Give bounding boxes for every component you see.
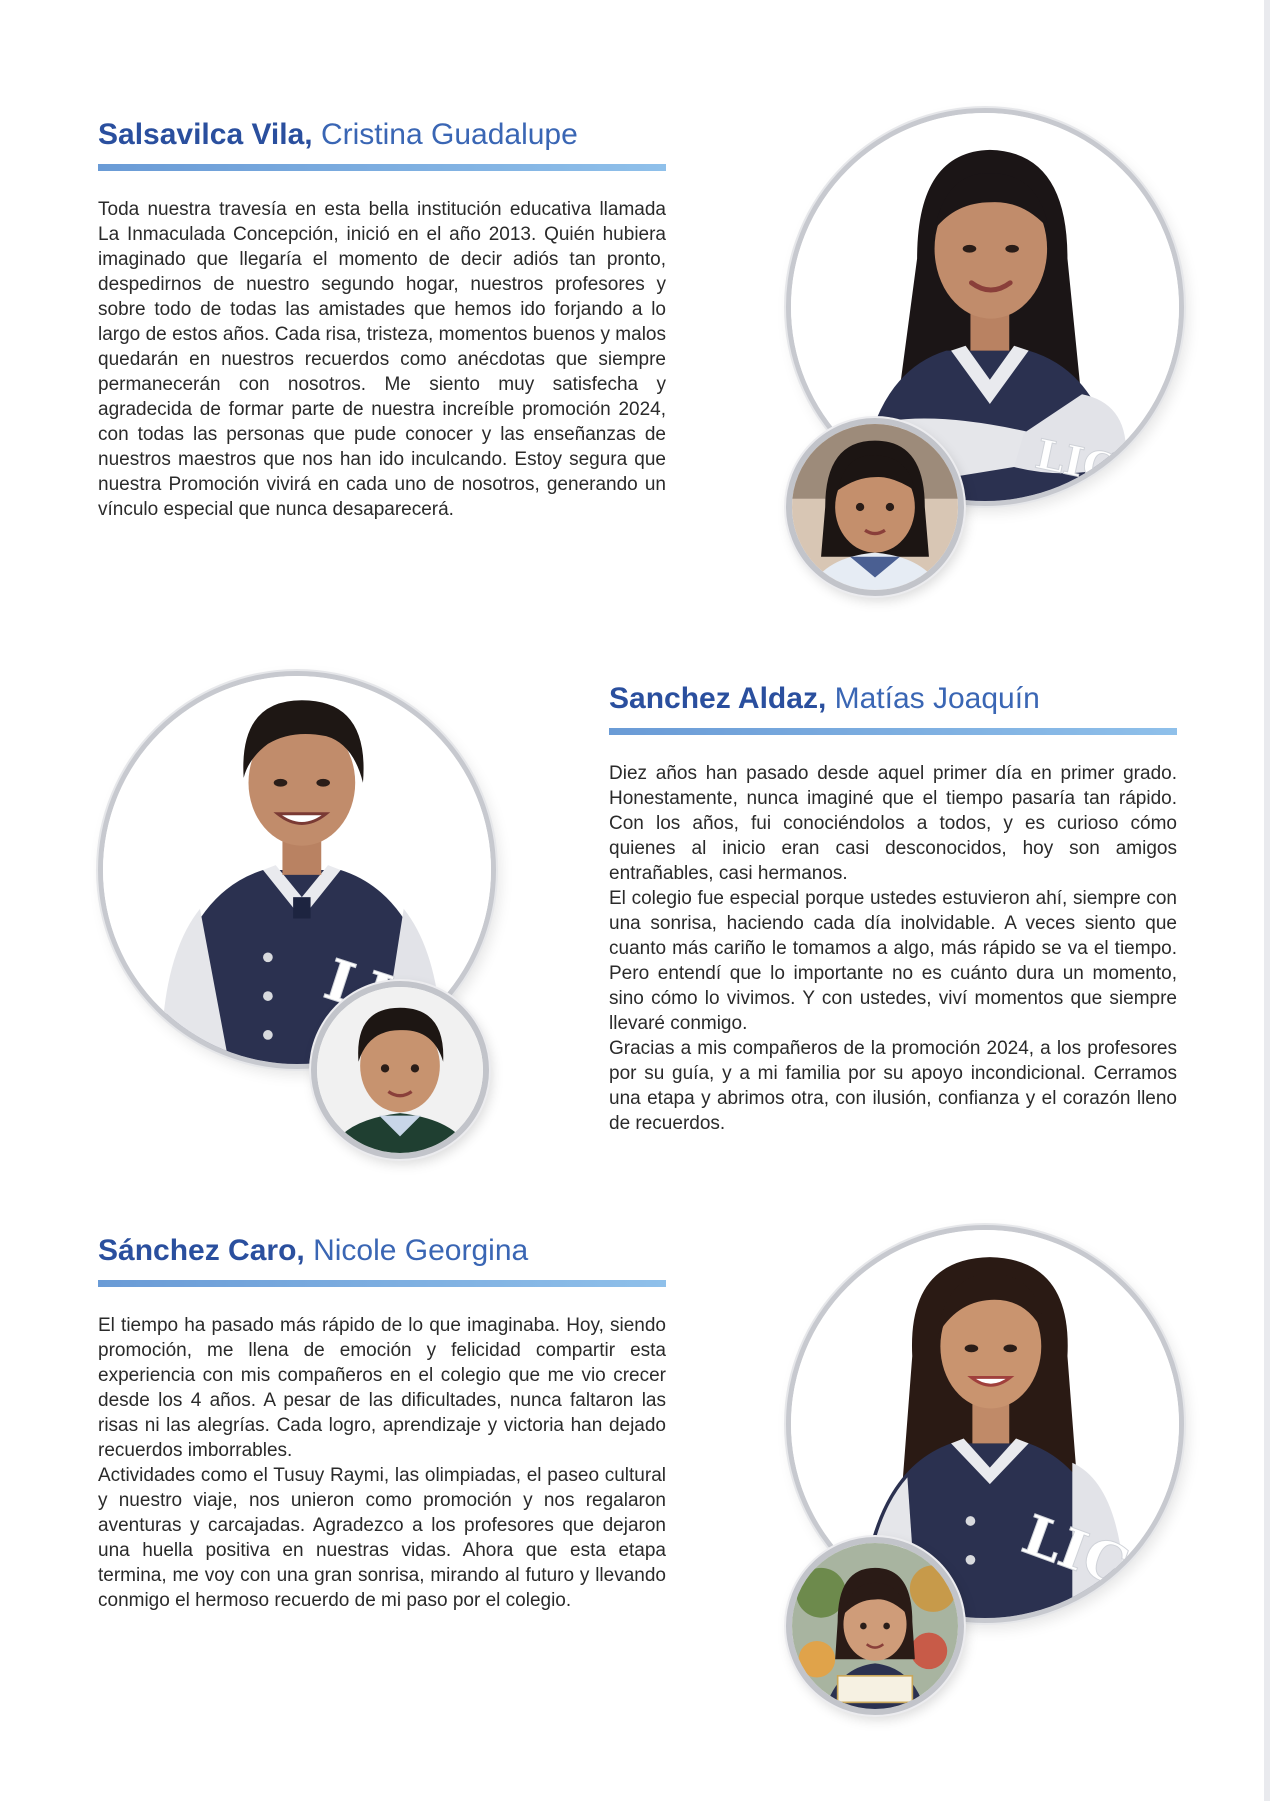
student-name — [98, 1232, 666, 1270]
jacket-lettering: LIC — [1031, 429, 1120, 494]
student-surname: Salsavilca Vila, — [98, 118, 313, 151]
student-given-name: Cristina Guadalupe — [320, 118, 578, 151]
bio-paragraph: Actividades como el Tusuy Raymi, las olimpiadas, el paseo cultural y nuestro viaje, nos unieron como promoción y nos regalaron aventuras y carcajadas. Agradezco a los profesores que dejaron una huella positiva en nuestras vidas. Ahora que esta etapa termina, me voy con una gran sonrisa, mirando al futuro y llevando conmigo el hermoso recuerdo de mi paso por el colegio. — [98, 1465, 666, 1611]
student-name — [609, 680, 1177, 718]
title-underline — [98, 1280, 666, 1287]
bio-paragraph: Diez años han pasado desde aquel primer día en primer grado. Honestamente, nunca imaginé que el tiempo pasaría tan rápido. Con los años, fui conociéndolos a todos, y es curioso cómo quienes al inicio eran casi desconocidos, hoy son amigos entrañables, casi hermanos. — [609, 763, 1177, 884]
student-given-name: Nicole Georgina — [313, 1234, 529, 1267]
bio-paragraph: Gracias a mis compañeros de la promoción 2024, a los profesores por su guía, y a mi familia por su apoyo incondicional. Cerramos una etapa y abrimos otra, con ilusión, confianza y el corazón lleno de recuerdos. — [609, 1038, 1177, 1134]
child-portrait-illustration — [317, 987, 483, 1153]
child-portrait-illustration — [792, 424, 958, 590]
student-surname: Sanchez Aldaz, — [609, 682, 827, 715]
student-child-photo — [786, 418, 964, 596]
student-bio — [98, 1313, 666, 1613]
student-child-photo — [311, 981, 489, 1159]
student-child-photo — [786, 1537, 964, 1715]
bio-paragraph: Toda nuestra travesía en esta bella institución educativa llamada La Inmaculada Concepción, inició en el año 2013. Quién hubiera imaginado que llegaría el momento de decir adiós tan pronto, despedirnos de nuestro segundo hogar, nuestros profesores y sobre todo de todas las amistades que hemos ido forjando a lo largo de estos años. Cada risa, tristeza, momentos buenos y malos quedarán en nuestros recuerdos como anécdotas que siempre permanecerán con nosotros. Me siento muy satisfecha y agradecida de formar parte de nuestra increíble promoción 2024, con todas las personas que pude conocer y las enseñanzas de nuestros maestros que nos han ido inculcando. Estoy segura que nuestra Promoción vivirá en cada uno de nosotros, generando un vínculo especial que nunca desaparecerá. — [98, 199, 666, 520]
child-portrait-illustration — [792, 1543, 958, 1709]
student-profile-1 — [98, 116, 666, 522]
bio-paragraph: El tiempo ha pasado más rápido de lo que imaginaba. Hoy, siendo promoción, me llena de emoción y felicidad compartir esta experiencia con mis compañeros en el colegio que me vio crecer desde los 4 años. A pesar de las dificultades, nunca faltaron las risas ni las alegrías. Cada logro, aprendizaje y victoria han dejado recuerdos imborrables. — [98, 1315, 666, 1461]
student-surname: Sánchez Caro, — [98, 1234, 305, 1267]
student-bio — [609, 761, 1177, 1136]
page-edge — [1264, 0, 1270, 1801]
jacket-lettering: LIC — [1014, 1502, 1137, 1599]
student-bio — [98, 197, 666, 522]
student-given-name: Matías Joaquín — [834, 682, 1040, 715]
student-profile-3 — [98, 1232, 666, 1613]
student-profile-2 — [609, 680, 1177, 1136]
title-underline — [98, 164, 666, 171]
student-name — [98, 116, 666, 154]
bio-paragraph: El colegio fue especial porque ustedes estuvieron ahí, siempre con una sonrisa, haciendo cada día inolvidable. A veces siento que cuanto más cariño le tomamos a algo, más rápido se va el tiempo. Pero entendí que lo importante no es cuánto dura un momento, sino cómo lo vivimos. Y con ustedes, viví momentos que siempre llevaré conmigo. — [609, 888, 1177, 1034]
title-underline — [609, 728, 1177, 735]
